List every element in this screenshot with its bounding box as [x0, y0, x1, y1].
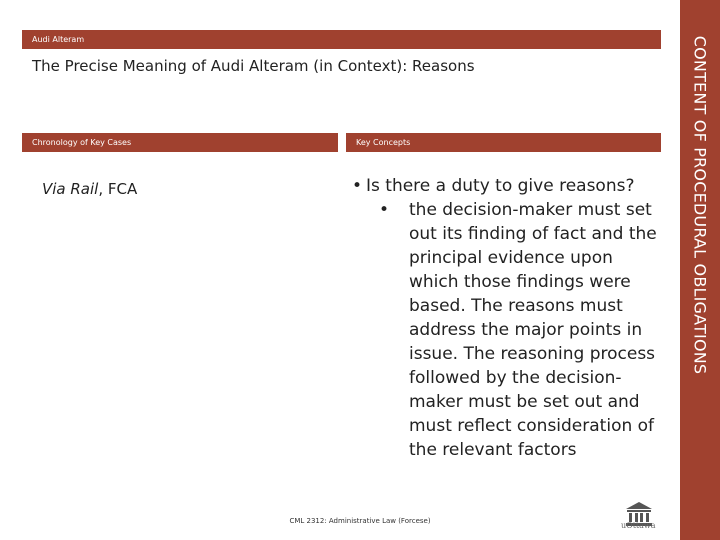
left-column-header: [22, 133, 338, 152]
case-name: [42, 178, 137, 200]
bullet-dot: •: [352, 176, 363, 196]
header-bar: [22, 30, 661, 49]
bullet-dot: •: [379, 200, 390, 220]
right-column-header-label: Key Concepts: [356, 138, 411, 147]
bullet-question: [352, 174, 662, 198]
bullet-answer: [376, 198, 662, 462]
header-label: Audi Alteram: [32, 35, 85, 44]
right-column-header: [346, 133, 661, 152]
logo-text: uOttawa: [621, 521, 656, 530]
case-name-italic: Via Rail: [42, 180, 99, 198]
slide-title: The Precise Meaning of Audi Alteram (in Context): Reasons: [32, 57, 475, 75]
answer-text: the decision-maker must set out its finding of fact and the principal evidence upon which those findings were based. The reasons must address the major points in issue. The reasoning process followed by the decision-maker must be set out and must reflect consideration of the relevant factors: [409, 200, 657, 460]
side-label: CONTENT OF PROCEDURAL OBLIGATIONS: [690, 35, 710, 375]
case-name-rest: , FCA: [98, 180, 138, 198]
footer-text: CML 2312: Administrative Law (Forcese): [289, 517, 431, 525]
key-concepts-list: [352, 174, 662, 462]
left-column-header-label: Chronology of Key Cases: [32, 138, 132, 147]
question-text: Is there a duty to give reasons?: [366, 176, 635, 196]
